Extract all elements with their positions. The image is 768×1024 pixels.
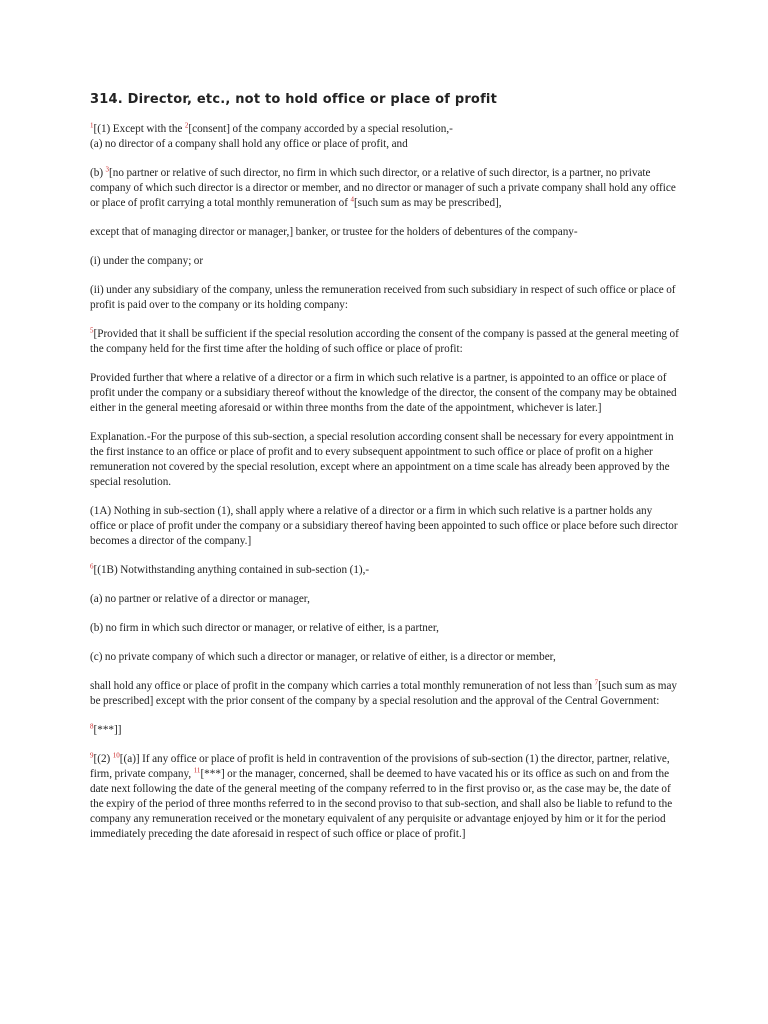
paragraph: [90, 166, 680, 211]
paragraph: [90, 225, 680, 240]
paragraph: [90, 122, 680, 152]
paragraph: [90, 504, 680, 549]
footnote-link[interactable]: 5: [90, 326, 94, 335]
paragraph-text: (b): [90, 167, 106, 179]
paragraph-text: [such sum as may be prescribed],: [353, 197, 502, 209]
paragraph-text: [no partner or relative of such director, no firm in which such director, or a relative of such director, is a partner, no private company of which such director is a director or member, and no director or manager of such a private company shall hold any office or place of profit carrying a total monthly remuneration of: [90, 167, 676, 209]
paragraph-text: [(a)] If any office or place of profit is held in contravention of the provisions of sub-section (1) the director, partner, relative, firm, private company,: [90, 753, 670, 780]
paragraph-text: [(1B) Notwithstanding anything contained in sub-section (1),-: [93, 564, 370, 576]
paragraph-text: shall hold any office or place of profit in the company which carries a total monthly remuneration of not less than: [90, 680, 595, 692]
footnote-link[interactable]: 6: [90, 562, 94, 571]
footnote-link[interactable]: 2: [184, 121, 189, 130]
paragraph: [90, 430, 680, 490]
paragraph-text: (ii) under any subsidiary of the company, unless the remuneration received from such subsidiary in respect of such office or place of profit is paid over to the company or its holding company:: [90, 284, 676, 311]
paragraph: [90, 752, 680, 842]
footnote-link[interactable]: 8: [90, 722, 94, 731]
paragraph-text: [(1) Except with the: [93, 123, 185, 135]
paragraph: [90, 650, 680, 665]
paragraph-text: (i) under the company; or: [90, 255, 204, 267]
footnote-link[interactable]: 4: [350, 195, 354, 204]
paragraph-text: [(2): [93, 753, 113, 765]
paragraph-text: [***] or the manager, concerned, shall be deemed to have vacated his or its office as such on and from the date next following the date of the general meeting of the company referred to in the first proviso or, as the case may be, the date of the expiry of the period of three months referred to in the second proviso to that sub-section, and shall also be liable to refund to the company any remuneration received or the monetary equivalent of any perquisite or advantage enjoyed by him or it for the period immediately preceding the date aforesaid in respect of such office or place of profit.]: [90, 768, 673, 840]
footnote-link[interactable]: 9: [90, 751, 94, 760]
paragraph-text: (b) no firm in which such director or manager, or relative of either, is a partner,: [90, 622, 439, 634]
paragraph-text: [consent] of the company accorded by a special resolution,-: [188, 123, 453, 135]
footnote-link[interactable]: 10: [112, 751, 120, 760]
paragraph-text: [such sum as may be prescribed] except with the prior consent of the company by a special resolution and the approval of the Central Government:: [90, 680, 678, 707]
section-heading: 314. Director, etc., not to hold office or place of profit: [90, 92, 497, 107]
paragraph: [90, 563, 680, 578]
footnote-link[interactable]: 7: [594, 678, 599, 687]
paragraph: [90, 254, 680, 269]
paragraph: [90, 621, 680, 636]
paragraph: [90, 592, 680, 607]
paragraph: [90, 723, 680, 738]
paragraph: [90, 327, 680, 357]
paragraph-text: (1A) Nothing in sub-section (1), shall apply where a relative of a director or a firm in which such relative is a partner holds any office or place of profit under the company or a subsidiary thereof having been appointed to such office or place before such director becomes a director of the company.]: [90, 505, 678, 547]
paragraph-text: [Provided that it shall be sufficient if the special resolution according the consent of the company is passed at the general meeting of the company held for the first time after the holding of such office or place of profit:: [90, 328, 679, 355]
paragraph-text: except that of managing director or manager,] banker, or trustee for the holders of debentures of the company-: [90, 226, 578, 238]
paragraph-text: Explanation.-For the purpose of this sub-section, a special resolution according consent shall be necessary for every appointment in the first instance to an office or place of profit and to every subsequent appointment to such office or place of profit on a higher remuneration not covered by the special resolution, except where an appointment on a time scale has already been approved by the special resolution.: [90, 431, 674, 488]
document-page: [90, 92, 680, 856]
paragraph: [90, 371, 680, 416]
paragraph-text: (a) no partner or relative of a director or manager,: [90, 593, 310, 605]
paragraph: [90, 679, 680, 709]
paragraph: [90, 283, 680, 313]
paragraph-text: Provided further that where a relative of a director or a firm in which such relative is a partner, is appointed to an office or place of profit under the company or a subsidiary thereof without the knowledge of the director, the consent of the company may be obtained either in the general meeting aforesaid or within three months from the date of the appointment, whichever is later.]: [90, 372, 677, 414]
footnote-link[interactable]: 3: [105, 165, 110, 174]
paragraph-text: [***]]: [93, 724, 122, 736]
paragraph-text: (a) no director of a company shall hold any office or place of profit, and: [90, 138, 408, 150]
section-body: [90, 122, 680, 842]
paragraph-text: (c) no private company of which such a director or manager, or relative of either, is a director or member,: [90, 651, 556, 663]
footnote-link[interactable]: 1: [90, 121, 94, 130]
footnote-link[interactable]: 11: [193, 766, 201, 775]
